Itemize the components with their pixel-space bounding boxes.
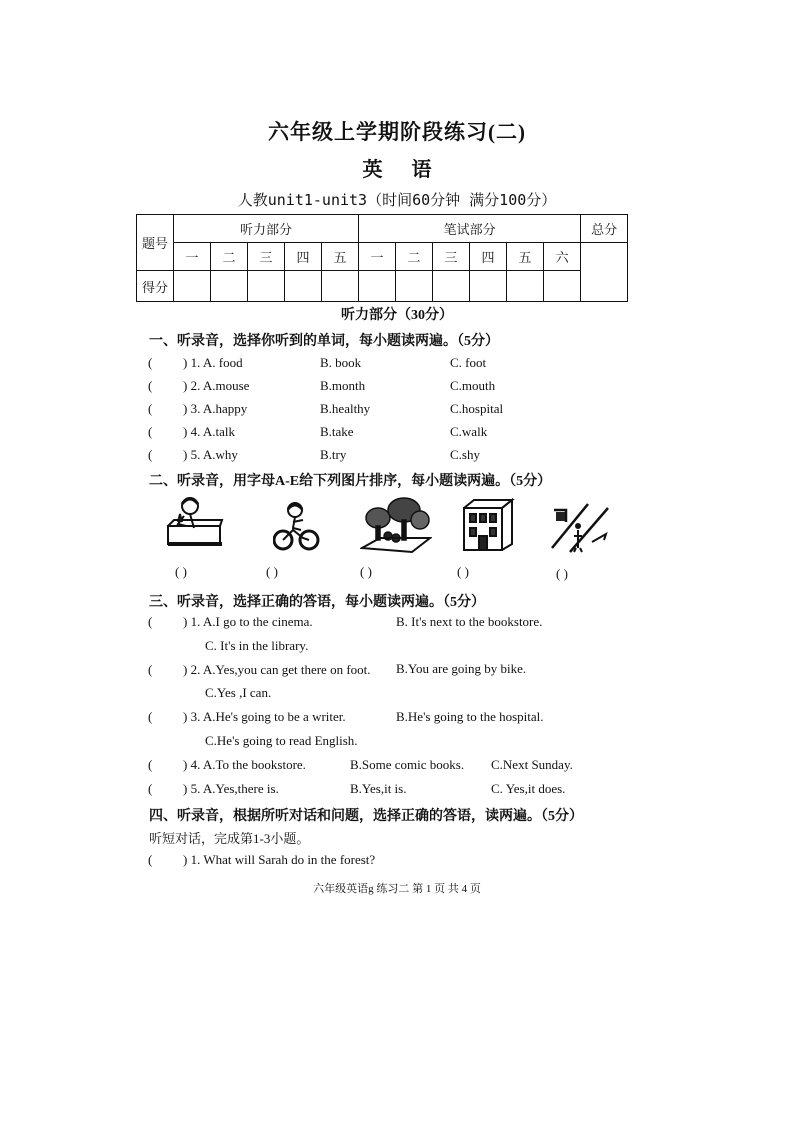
answer-paren[interactable]: ( xyxy=(148,401,153,416)
picture-5-answer[interactable]: ( ) xyxy=(556,566,568,581)
answer-paren[interactable]: ( xyxy=(148,662,153,677)
page-title: 六年级上学期阶段练习(二) xyxy=(268,120,526,144)
building-icon xyxy=(460,498,516,552)
s1-q4: ) 4. A.talk xyxy=(183,424,235,439)
listening-part-label: 听力部分 xyxy=(174,215,359,243)
park-trees-icon xyxy=(360,496,432,554)
answer-paren[interactable]: ( xyxy=(148,424,153,439)
s3-q3-c: C.He's going to read English. xyxy=(205,733,358,748)
score-cell[interactable] xyxy=(248,271,285,302)
s3-q2-c: C.Yes ,I can. xyxy=(205,685,272,700)
row-label-score: 得分 xyxy=(137,271,174,302)
s3-q5-a: ) 5. A.Yes,there is. xyxy=(183,781,279,796)
col-listening-3: 三 xyxy=(248,243,285,271)
section4-heading: 四、听录音，根据所听对话和问题，选择正确的答语，读两遍。（5分） xyxy=(149,809,583,824)
s1-q4-b: B.take xyxy=(320,424,354,439)
score-cell[interactable] xyxy=(174,271,211,302)
answer-paren[interactable]: ( xyxy=(148,709,153,724)
col-listening-5: 五 xyxy=(322,243,359,271)
answer-paren[interactable]: ( xyxy=(148,447,153,462)
answer-paren[interactable]: ( xyxy=(148,355,153,370)
col-writing-4: 四 xyxy=(470,243,507,271)
s1-q2-c: C.mouth xyxy=(450,378,496,393)
row-label-number: 题号 xyxy=(137,215,174,271)
page-footer: 六年级英语g 练习二 第 1 页 共 4 页 xyxy=(313,883,481,895)
s4-q1: ) 1. What will Sarah do in the forest? xyxy=(183,852,376,867)
score-cell[interactable] xyxy=(359,271,396,302)
total-score-cell[interactable] xyxy=(581,243,628,302)
col-listening-1: 一 xyxy=(174,243,211,271)
girl-at-desk-icon xyxy=(160,494,226,552)
s1-q3-b: B.healthy xyxy=(320,401,371,416)
writing-part-label: 笔试部分 xyxy=(359,215,581,243)
s3-q3-b: B.He's going to the hospital. xyxy=(396,709,544,724)
s1-q2: ) 2. A.mouse xyxy=(183,378,250,393)
answer-paren[interactable]: ( xyxy=(148,378,153,393)
answer-paren[interactable]: ( xyxy=(148,781,153,796)
picture-4-answer[interactable]: ( ) xyxy=(457,564,469,579)
boy-cycling-icon xyxy=(273,500,321,552)
s1-q2-b: B.month xyxy=(320,378,366,393)
col-listening-2: 二 xyxy=(211,243,248,271)
s3-q5-b: B.Yes,it is. xyxy=(350,781,407,796)
score-cell[interactable] xyxy=(470,271,507,302)
s3-q4-a: ) 4. A.To the bookstore. xyxy=(183,757,306,772)
s1-q5-b: B.try xyxy=(320,447,347,462)
s1-q3-c: C.hospital xyxy=(450,401,504,416)
s3-q2-a: ) 2. A.Yes,you can get there on foot. xyxy=(183,662,371,677)
road-traffic-icon xyxy=(548,502,610,554)
section2-heading: 二、听录音，用字母A-E给下列图片排序，每小题读两遍。（5分） xyxy=(149,474,552,489)
answer-paren[interactable]: ( xyxy=(148,614,153,629)
s3-q2-b: B.You are going by bike. xyxy=(396,661,527,676)
col-writing-2: 二 xyxy=(396,243,433,271)
score-cell[interactable] xyxy=(322,271,359,302)
section3-heading: 三、听录音，选择正确的答语，每小题读两遍。（5分） xyxy=(149,595,485,610)
score-cell[interactable] xyxy=(544,271,581,302)
s1-q5: ) 5. A.why xyxy=(183,447,238,462)
total-label: 总分 xyxy=(581,215,628,243)
s3-q1-c: C. It's in the library. xyxy=(205,638,309,653)
picture-3-answer[interactable]: ( ) xyxy=(360,564,372,579)
s1-q1-b: B. book xyxy=(320,355,362,370)
s3-q1-b: B. It's next to the bookstore. xyxy=(396,614,543,629)
section1-heading: 一、听录音，选择你听到的单词，每小题读两遍。（5分） xyxy=(149,334,499,349)
exam-meta: 人教unit1-unit3（时间60分钟 满分100分） xyxy=(237,191,557,209)
score-cell[interactable] xyxy=(285,271,322,302)
col-writing-6: 六 xyxy=(544,243,581,271)
s1-q1: ) 1. A. food xyxy=(183,355,243,370)
s3-q3-a: ) 3. A.He's going to be a writer. xyxy=(183,709,346,724)
score-cell[interactable] xyxy=(211,271,248,302)
subject-title: 英 语 xyxy=(362,159,444,181)
s1-q1-c: C. foot xyxy=(450,355,487,370)
s1-q3: ) 3. A.happy xyxy=(183,401,248,416)
s1-q4-c: C.walk xyxy=(450,424,488,439)
answer-paren[interactable]: ( xyxy=(148,852,153,867)
col-writing-5: 五 xyxy=(507,243,544,271)
score-cell[interactable] xyxy=(396,271,433,302)
s1-q5-c: C.shy xyxy=(450,447,480,462)
score-cell[interactable] xyxy=(433,271,470,302)
col-listening-4: 四 xyxy=(285,243,322,271)
score-cell[interactable] xyxy=(507,271,544,302)
col-writing-3: 三 xyxy=(433,243,470,271)
col-writing-1: 一 xyxy=(359,243,396,271)
score-table xyxy=(136,214,628,302)
listening-part-header: 听力部分（30分） xyxy=(341,308,453,323)
section4-instruction: 听短对话，完成第1-3小题。 xyxy=(149,831,310,846)
s3-q4-c: C.Next Sunday. xyxy=(491,757,573,772)
s3-q4-b: B.Some comic books. xyxy=(350,757,465,772)
s3-q1-a: ) 1. A.I go to the cinema. xyxy=(183,614,313,629)
answer-paren[interactable]: ( xyxy=(148,757,153,772)
picture-2-answer[interactable]: ( ) xyxy=(266,564,278,579)
picture-1-answer[interactable]: ( ) xyxy=(175,564,187,579)
s3-q5-c: C. Yes,it does. xyxy=(491,781,566,796)
